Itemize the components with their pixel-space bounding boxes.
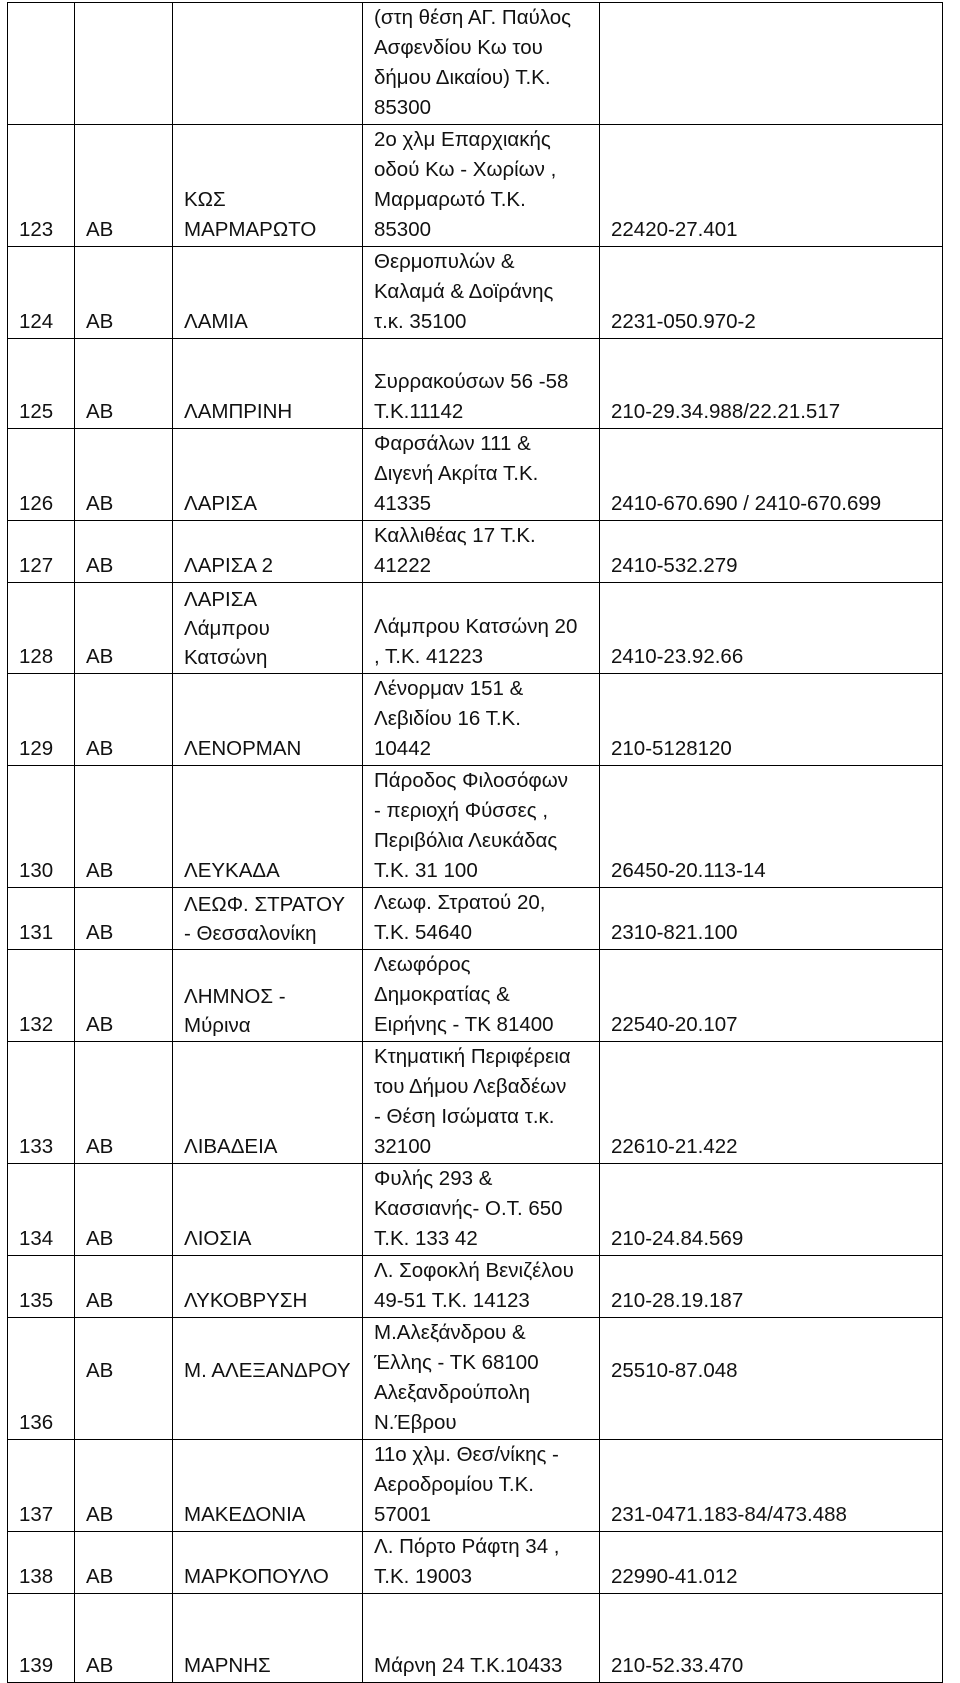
table-row xyxy=(8,888,943,950)
branch-code: ΑΒ xyxy=(75,1440,173,1532)
table-row xyxy=(8,429,943,521)
branch-address: Πάροδος Φιλοσόφων - περιοχή Φύσσες , Περιβόλια Λευκάδας Τ.Κ. 31 100 xyxy=(363,766,600,888)
table-row xyxy=(8,1164,943,1256)
branch-name: ΛΑΡΙΣΑ Λάμπρου Κατσώνη xyxy=(173,583,363,674)
branch-code: ΑΒ xyxy=(75,1318,173,1440)
branch-code: ΑΒ xyxy=(75,950,173,1042)
branch-address: Φυλής 293 & Κασσιανής- Ο.Τ. 650 Τ.Κ. 133 42 xyxy=(363,1164,600,1256)
branch-code: ΑΒ xyxy=(75,339,173,429)
branch-address: Λάμπρου Κατσώνη 20 , Τ.Κ. 41223 xyxy=(363,583,600,674)
branch-phone: 25510-87.048 xyxy=(600,1318,943,1440)
branch-phone: 22420-27.401 xyxy=(600,125,943,247)
table-row xyxy=(8,3,943,125)
branch-address: Λεωφ. Στρατού 20, Τ.Κ. 54640 xyxy=(363,888,600,950)
row-number: 132 xyxy=(8,950,75,1042)
row-number: 134 xyxy=(8,1164,75,1256)
branch-name: ΜΑΡΚΟΠΟΥΛΟ xyxy=(173,1532,363,1594)
branch-phone xyxy=(600,3,943,125)
branch-phone: 22540-20.107 xyxy=(600,950,943,1042)
branch-name: Μ. ΑΛΕΞΑΝΔΡΟΥ xyxy=(173,1318,363,1440)
branch-code: ΑΒ xyxy=(75,766,173,888)
branch-address: Θερμοπυλών & Καλαμά & Δοϊράνης τ.κ. 35100 xyxy=(363,247,600,339)
row-number xyxy=(8,3,75,125)
branch-phone: 2410-23.92.66 xyxy=(600,583,943,674)
table-row xyxy=(8,674,943,766)
branch-code: ΑΒ xyxy=(75,1532,173,1594)
branch-phone: 210-28.19.187 xyxy=(600,1256,943,1318)
branch-address: Μ.Αλεξάνδρου & Έλλης - ΤΚ 68100 Αλεξανδρούπολη Ν.Έβρου xyxy=(363,1318,600,1440)
branch-code: ΑΒ xyxy=(75,1256,173,1318)
branch-name: ΛΑΜΙΑ xyxy=(173,247,363,339)
branch-phone: 231-0471.183-84/473.488 xyxy=(600,1440,943,1532)
row-number: 139 xyxy=(8,1594,75,1683)
branch-name xyxy=(173,3,363,125)
branch-code: ΑΒ xyxy=(75,674,173,766)
row-number: 133 xyxy=(8,1042,75,1164)
table-row xyxy=(8,247,943,339)
branch-address: Λεωφόρος Δημοκρατίας & Ειρήνης - ΤΚ 81400 xyxy=(363,950,600,1042)
row-number: 125 xyxy=(8,339,75,429)
branch-name: ΛΙΟΣΙΑ xyxy=(173,1164,363,1256)
branch-name: ΚΩΣ ΜΑΡΜΑΡΩΤΟ xyxy=(173,125,363,247)
table-row xyxy=(8,1256,943,1318)
branch-address: 11ο χλμ. Θεσ/νίκης - Αεροδρομίου Τ.Κ. 57001 xyxy=(363,1440,600,1532)
branch-phone: 22990-41.012 xyxy=(600,1532,943,1594)
branch-phone: 2231-050.970-2 xyxy=(600,247,943,339)
branch-code xyxy=(75,3,173,125)
row-number: 136 xyxy=(8,1318,75,1440)
table-row xyxy=(8,1440,943,1532)
branch-address: Λένορμαν 151 & Λεβιδίου 16 Τ.Κ. 10442 xyxy=(363,674,600,766)
branch-phone: 210-52.33.470 xyxy=(600,1594,943,1683)
branch-address: 2ο χλμ Επαρχιακής οδού Κω - Χωρίων , Μαρμαρωτό Τ.Κ. 85300 xyxy=(363,125,600,247)
branch-address: Φαρσάλων 111 & Διγενή Ακρίτα Τ.Κ. 41335 xyxy=(363,429,600,521)
branch-code: ΑΒ xyxy=(75,1164,173,1256)
branch-code: ΑΒ xyxy=(75,1042,173,1164)
row-number: 138 xyxy=(8,1532,75,1594)
branch-phone: 2410-670.690 / 2410-670.699 xyxy=(600,429,943,521)
branch-phone: 22610-21.422 xyxy=(600,1042,943,1164)
branch-phone: 210-5128120 xyxy=(600,674,943,766)
branch-phone: 210-29.34.988/22.21.517 xyxy=(600,339,943,429)
row-number: 137 xyxy=(8,1440,75,1532)
branch-phone: 2310-821.100 xyxy=(600,888,943,950)
row-number: 130 xyxy=(8,766,75,888)
table-row xyxy=(8,339,943,429)
branch-name: ΛΑΜΠΡΙΝΗ xyxy=(173,339,363,429)
branch-code: ΑΒ xyxy=(75,888,173,950)
branch-code: ΑΒ xyxy=(75,429,173,521)
branch-name: ΛΑΡΙΣΑ 2 xyxy=(173,521,363,583)
branch-phone: 210-24.84.569 xyxy=(600,1164,943,1256)
row-number: 129 xyxy=(8,674,75,766)
branch-phone: 2410-532.279 xyxy=(600,521,943,583)
branch-name: ΛΙΒΑΔΕΙΑ xyxy=(173,1042,363,1164)
row-number: 123 xyxy=(8,125,75,247)
row-number: 128 xyxy=(8,583,75,674)
table-row xyxy=(8,125,943,247)
row-number: 127 xyxy=(8,521,75,583)
row-number: 124 xyxy=(8,247,75,339)
branch-address: Κτηματική Περιφέρεια του Δήμου Λεβαδέων - Θέση Ισώματα τ.κ. 32100 xyxy=(363,1042,600,1164)
branch-name: ΜΑΚΕΔΟΝΙΑ xyxy=(173,1440,363,1532)
row-number: 126 xyxy=(8,429,75,521)
branch-name: ΛΕΝΟΡΜΑΝ xyxy=(173,674,363,766)
branch-address: Καλλιθέας 17 Τ.Κ. 41222 xyxy=(363,521,600,583)
branch-code: ΑΒ xyxy=(75,125,173,247)
branch-table xyxy=(7,2,943,1683)
branch-code: ΑΒ xyxy=(75,521,173,583)
branch-code: ΑΒ xyxy=(75,583,173,674)
table-row xyxy=(8,583,943,674)
branch-name: ΛΗΜΝΟΣ - Μύρινα xyxy=(173,950,363,1042)
branch-name: ΛΥΚΟΒΡΥΣΗ xyxy=(173,1256,363,1318)
branch-address: Λ. Σοφοκλή Βενιζέλου 49-51 Τ.Κ. 14123 xyxy=(363,1256,600,1318)
table-row xyxy=(8,1042,943,1164)
table-row xyxy=(8,766,943,888)
branch-name: ΛΕΥΚΑΔΑ xyxy=(173,766,363,888)
branch-address: Συρρακούσων 56 -58 Τ.Κ.11142 xyxy=(363,339,600,429)
table-row xyxy=(8,1532,943,1594)
branch-address: (στη θέση ΑΓ. Παύλος Ασφενδίου Κω του δήμου Δικαίου) Τ.Κ. 85300 xyxy=(363,3,600,125)
branch-phone: 26450-20.113-14 xyxy=(600,766,943,888)
row-number: 135 xyxy=(8,1256,75,1318)
row-number: 131 xyxy=(8,888,75,950)
branch-name: ΛΕΩΦ. ΣΤΡΑΤΟΥ - Θεσσαλονίκη xyxy=(173,888,363,950)
table-row xyxy=(8,521,943,583)
table-row xyxy=(8,1318,943,1440)
branch-code: ΑΒ xyxy=(75,1594,173,1683)
branch-address: Λ. Πόρτο Ράφτη 34 , Τ.Κ. 19003 xyxy=(363,1532,600,1594)
branch-name: ΜΑΡΝΗΣ xyxy=(173,1594,363,1683)
table-row xyxy=(8,1594,943,1683)
branch-code: ΑΒ xyxy=(75,247,173,339)
table-row xyxy=(8,950,943,1042)
branch-name: ΛΑΡΙΣΑ xyxy=(173,429,363,521)
branch-address: Μάρνη 24 Τ.Κ.10433 xyxy=(363,1594,600,1683)
